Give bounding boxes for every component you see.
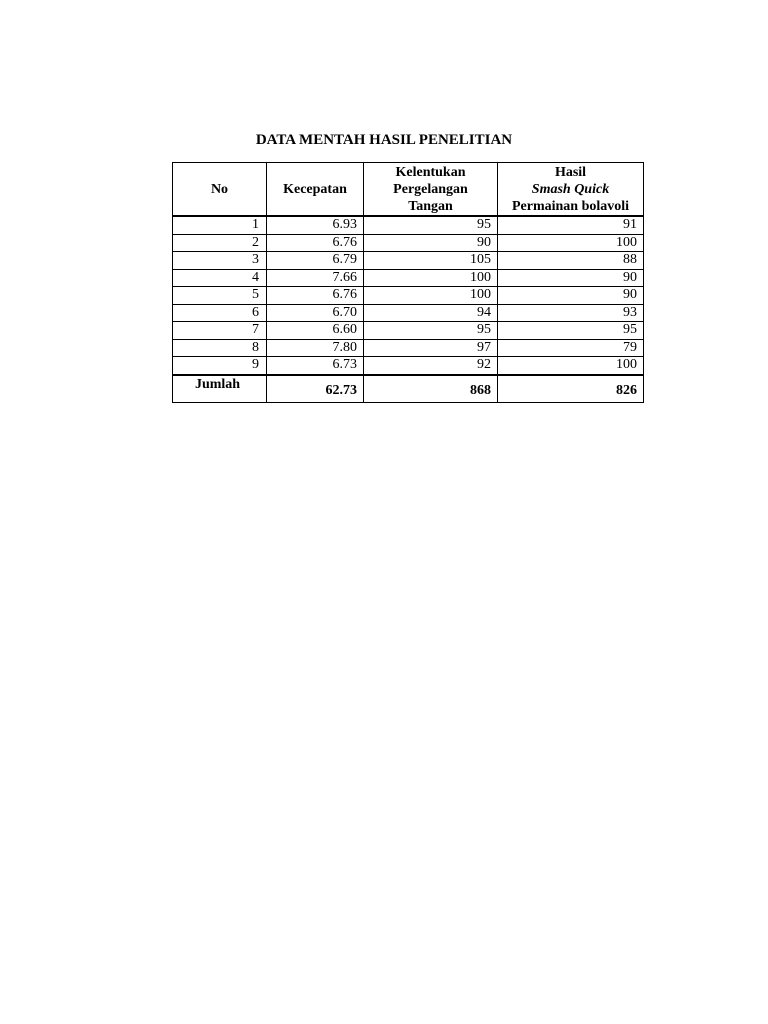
cell-hasil: 100 [498,357,644,375]
total-kelentukan: 868 [364,375,498,403]
cell-no: 9 [173,357,267,375]
header-kecepatan: Kecepatan [267,163,364,217]
cell-kecepatan: 6.60 [267,322,364,340]
total-label: Jumlah [173,375,267,403]
header-kelentukan [364,163,498,217]
cell-hasil: 95 [498,322,644,340]
table-row [173,216,644,234]
header-hasil-line-2: Smash Quick [531,181,610,197]
cell-no: 6 [173,304,267,322]
cell-no: 5 [173,287,267,305]
cell-kecepatan: 6.70 [267,304,364,322]
data-table [172,162,644,403]
cell-hasil: 90 [498,287,644,305]
cell-no: 3 [173,252,267,270]
cell-hasil: 91 [498,216,644,234]
cell-kelentukan: 90 [364,234,498,252]
cell-hasil: 79 [498,339,644,357]
cell-hasil: 93 [498,304,644,322]
cell-kecepatan: 6.76 [267,234,364,252]
cell-hasil: 88 [498,252,644,270]
header-kelentukan-line-2: Pergelangan [393,181,468,197]
cell-kecepatan: 6.93 [267,216,364,234]
page-title: DATA MENTAH HASIL PENELITIAN [255,132,513,148]
cell-kelentukan: 95 [364,322,498,340]
table-row [173,304,644,322]
cell-kelentukan: 100 [364,287,498,305]
table-row [173,269,644,287]
total-row [173,375,644,403]
cell-kelentukan: 100 [364,269,498,287]
cell-kecepatan: 7.66 [267,269,364,287]
header-hasil [498,163,644,217]
header-row [173,163,644,217]
header-kelentukan-line-1: Kelentukan [395,164,466,180]
table-row [173,287,644,305]
table-row [173,234,644,252]
header-kelentukan-line-3: Tangan [408,198,453,214]
header-hasil-line-3: Permainan bolavoli [511,198,630,214]
cell-kelentukan: 97 [364,339,498,357]
cell-kelentukan: 92 [364,357,498,375]
cell-kecepatan: 6.79 [267,252,364,270]
total-hasil: 826 [498,375,644,403]
total-kecepatan: 62.73 [267,375,364,403]
cell-no: 7 [173,322,267,340]
cell-kelentukan: 95 [364,216,498,234]
table-row [173,252,644,270]
cell-kecepatan: 6.73 [267,357,364,375]
cell-no: 4 [173,269,267,287]
cell-no: 1 [173,216,267,234]
cell-kecepatan: 7.80 [267,339,364,357]
table-row [173,339,644,357]
cell-hasil: 100 [498,234,644,252]
cell-no: 2 [173,234,267,252]
cell-kecepatan: 6.76 [267,287,364,305]
cell-hasil: 90 [498,269,644,287]
cell-kelentukan: 105 [364,252,498,270]
cell-kelentukan: 94 [364,304,498,322]
cell-no: 8 [173,339,267,357]
header-no: No [173,163,267,217]
header-hasil-line-1: Hasil [554,164,587,180]
table-row [173,357,644,375]
table-row [173,322,644,340]
